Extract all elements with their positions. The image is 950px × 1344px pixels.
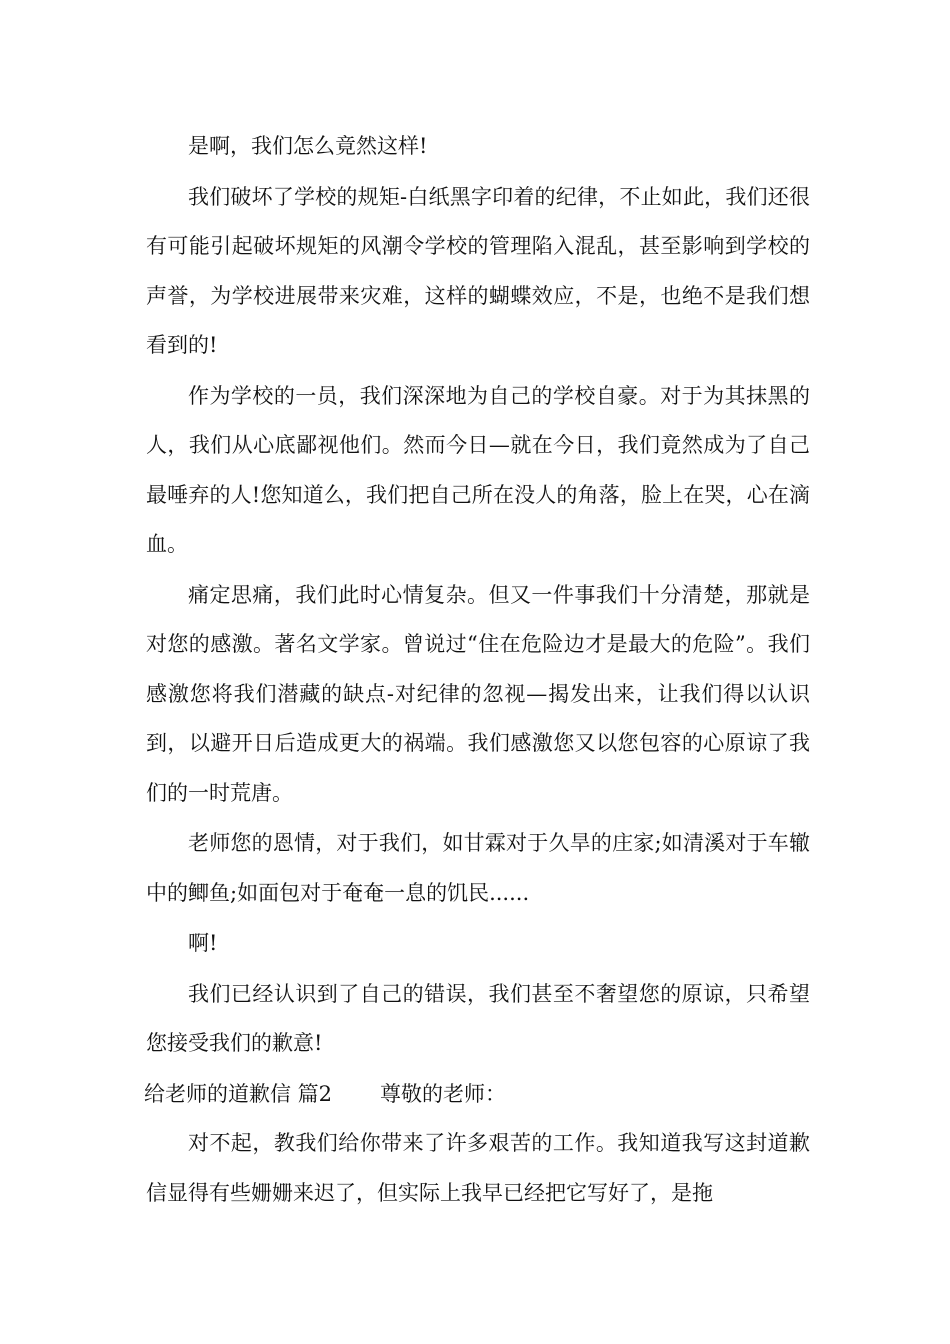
paragraph: 作为学校的一员，我们深深地为自己的学校自豪。对于为其抹黑的人，我们从心底鄙视他们。然而今日—就在今日，我们竟然成为了自己最唾弃的人!您知道么，我们把自己所在没人的角落，脸上在哭，心在滴血。 [146, 383, 810, 556]
paragraph: 老师您的恩情，对于我们，如甘霖对于久旱的庄家;如清溪对于车辙中的鲫鱼;如面包对于奄奄一息的饥民...... [146, 831, 810, 905]
paragraph: 我们破坏了学校的规矩-白纸黑字印着的纪律，不止如此，我们还很有可能引起破坏规矩的风潮令学校的管理陷入混乱，甚至影响到学校的声誉，为学校进展带来灾难，这样的蝴蝶效应，不是，也绝不是我们想看到的! [146, 184, 810, 357]
section-heading [146, 1070, 810, 1120]
salutation: 尊敬的老师： [380, 1081, 507, 1106]
paragraph: 我们已经认识到了自己的错误，我们甚至不奢望您的原谅，只希望您接受我们的歉意! [146, 981, 810, 1055]
paragraph: 痛定思痛，我们此时心情复杂。但又一件事我们十分清楚，那就是对您的感激。著名文学家。曾说过“住在危险边才是最大的危险”。我们感激您将我们潜藏的缺点-对纪律的忽视—揭发出来，让我们得以认识到，以避开日后造成更大的祸端。我们感激您又以您包容的心原谅了我们的一时荒唐。 [146, 582, 810, 805]
paragraph: 对不起，教我们给你带来了许多艰苦的工作。我知道我写这封道歉信显得有些姗姗来迟了，但实际上我早已经把它写好了，是拖 [146, 1131, 810, 1205]
paragraph: 啊! [188, 931, 218, 955]
paragraph: 是啊，我们怎么竟然这样! [188, 134, 428, 158]
section-title: 给老师的道歉信 篇2 [144, 1081, 333, 1106]
document-page [146, 122, 810, 1219]
